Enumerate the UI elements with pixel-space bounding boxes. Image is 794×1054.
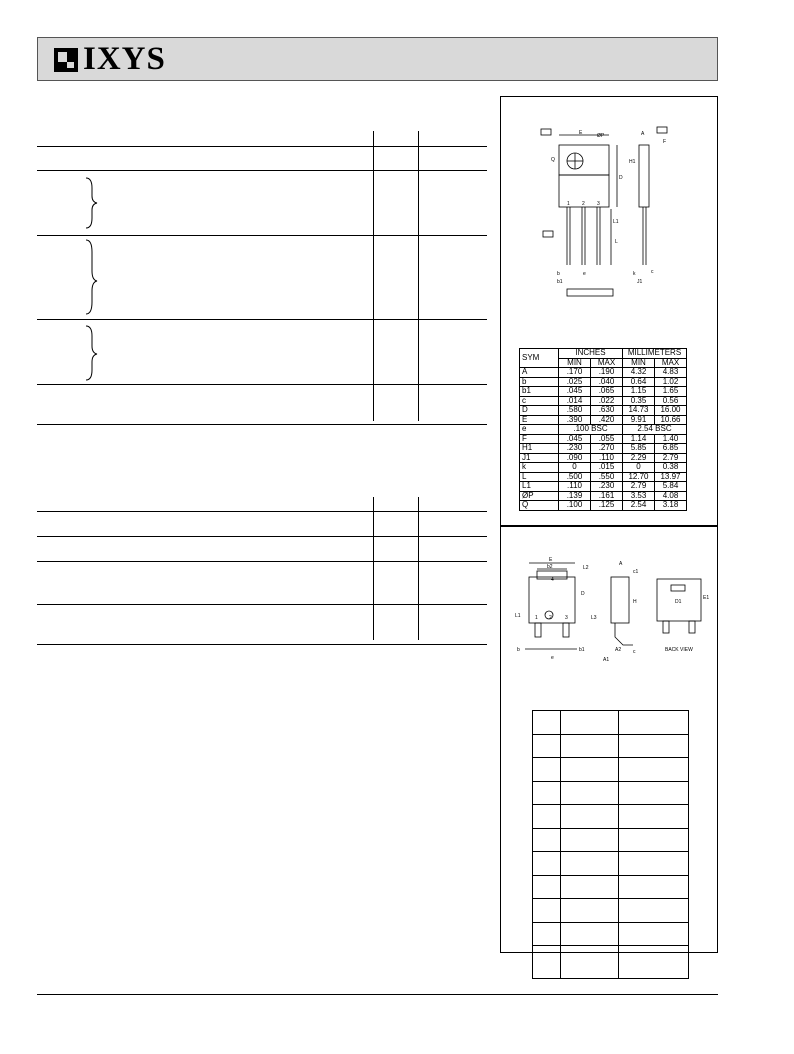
svg-text:A1: A1 — [603, 657, 610, 663]
dimension-row: E .390 .420 9.91 10.66 — [520, 415, 687, 425]
dimension-row: A .170 .190 4.32 4.83 — [520, 368, 687, 378]
dimension-row: D .580 .630 14.73 16.00 — [520, 406, 687, 416]
svg-text:D1: D1 — [675, 599, 682, 605]
dimension-row: L .500 .550 12.70 13.97 — [520, 472, 687, 482]
svg-text:Q: Q — [551, 157, 555, 163]
svg-text:1: 1 — [567, 201, 570, 207]
svg-text:J1: J1 — [637, 279, 643, 285]
dimension-row: b1 .045 .065 1.15 1.65 — [520, 387, 687, 397]
svg-text:H1: H1 — [629, 159, 636, 165]
brand-name: IXYS — [83, 41, 166, 77]
svg-text:1: 1 — [535, 615, 538, 621]
blank-row — [533, 852, 689, 876]
dimension-row: F .045 .055 1.14 1.40 — [520, 434, 687, 444]
svg-text:2: 2 — [582, 201, 585, 207]
to220-outline-drawing — [537, 125, 687, 305]
dimension-row: c .014 .022 0.35 0.56 — [520, 396, 687, 406]
svg-text:b2: b2 — [547, 564, 553, 570]
blank-row — [533, 781, 689, 805]
dimension-row: L1 .110 .230 2.79 5.84 — [520, 482, 687, 492]
svg-text:b1: b1 — [557, 279, 563, 285]
svg-text:A: A — [641, 131, 645, 137]
to220-package-panel — [500, 96, 718, 526]
blank-row — [533, 946, 689, 979]
svg-text:b: b — [517, 647, 520, 653]
dimension-row: H1 .230 .270 5.85 6.85 — [520, 444, 687, 454]
svg-text:BACK VIEW: BACK VIEW — [665, 647, 693, 653]
svg-text:3: 3 — [565, 615, 568, 621]
blank-row — [533, 922, 689, 946]
svg-text:E: E — [579, 130, 583, 136]
header-bar — [37, 37, 718, 81]
dimension-row: J1 .090 .110 2.29 2.79 — [520, 453, 687, 463]
blank-row — [533, 828, 689, 852]
blank-row — [533, 734, 689, 758]
brace-marks — [82, 176, 98, 384]
dimension-row: e .100 BSC 2.54 BSC — [520, 425, 687, 435]
blank-row — [533, 805, 689, 829]
svg-text:c: c — [651, 269, 654, 275]
svg-text:H: H — [633, 599, 637, 605]
svg-text:A2: A2 — [615, 647, 622, 653]
col-inches: INCHES — [559, 349, 623, 359]
col-millimeters: MILLIMETERS — [623, 349, 687, 359]
svg-text:L1: L1 — [613, 219, 619, 225]
svg-text:F: F — [663, 139, 667, 145]
to220-dimension-table: SYM INCHES MILLIMETERS MIN MAX MIN MAX A .170 .190 4.32 4.83 b .025 .040 0.64 1.02 b1 .045 .065 1.15 1.65 c .014 .022 0.35 0.56 D .580 .630 14.73 16.00 E .390 .420 9.91 10.66 e .100 BSC 2.54 BSC F .045 .055 1.14 1.40 H1 .230 .270 5.85 6.85 J1 .090 .110 2.29 2.79 k 0 .015 0 0.38 L .500 .550 12.70 13.97 L1 .110 .230 2.79 5.84 ØP .139 .161 3.53 4.08 Q .100 .125 2.54 3.18 — [519, 348, 687, 511]
dimension-row: b .025 .040 0.64 1.02 — [520, 377, 687, 387]
svg-text:b1: b1 — [579, 647, 585, 653]
svg-text:L2: L2 — [583, 565, 589, 571]
svg-text:c1: c1 — [633, 569, 639, 575]
svg-text:L1: L1 — [515, 613, 521, 619]
ixys-square-logo-icon — [54, 48, 78, 72]
svg-text:A: A — [619, 561, 623, 567]
svg-text:e: e — [551, 655, 554, 661]
svg-text:k: k — [633, 271, 636, 277]
svg-text:L3: L3 — [591, 615, 597, 621]
svg-text:L: L — [615, 239, 618, 245]
dimension-row: ØP .139 .161 3.53 4.08 — [520, 491, 687, 501]
svg-text:E: E — [549, 557, 553, 563]
dimension-row: k 0 .015 0 0.38 — [520, 463, 687, 473]
svg-text:E1: E1 — [703, 595, 710, 601]
blank-row — [533, 758, 689, 782]
svg-text:e: e — [583, 271, 586, 277]
col-sym: SYM — [520, 349, 559, 368]
blank-row — [533, 899, 689, 923]
blank-row — [533, 875, 689, 899]
blank-row — [533, 711, 689, 735]
svg-text:2: 2 — [549, 615, 552, 621]
svg-text:b: b — [557, 271, 560, 277]
svg-text:4: 4 — [551, 577, 554, 583]
svg-text:ØP: ØP — [597, 133, 605, 139]
svg-text:D: D — [581, 591, 585, 597]
dpak-dimension-table — [532, 710, 689, 979]
dimension-row: Q .100 .125 2.54 3.18 — [520, 501, 687, 511]
svg-text:D: D — [619, 175, 623, 181]
svg-text:3: 3 — [597, 201, 600, 207]
dpak-outline-drawing — [507, 533, 715, 665]
footer-divider — [37, 994, 718, 995]
svg-text:c: c — [633, 649, 636, 655]
dpak-package-panel — [500, 526, 718, 953]
